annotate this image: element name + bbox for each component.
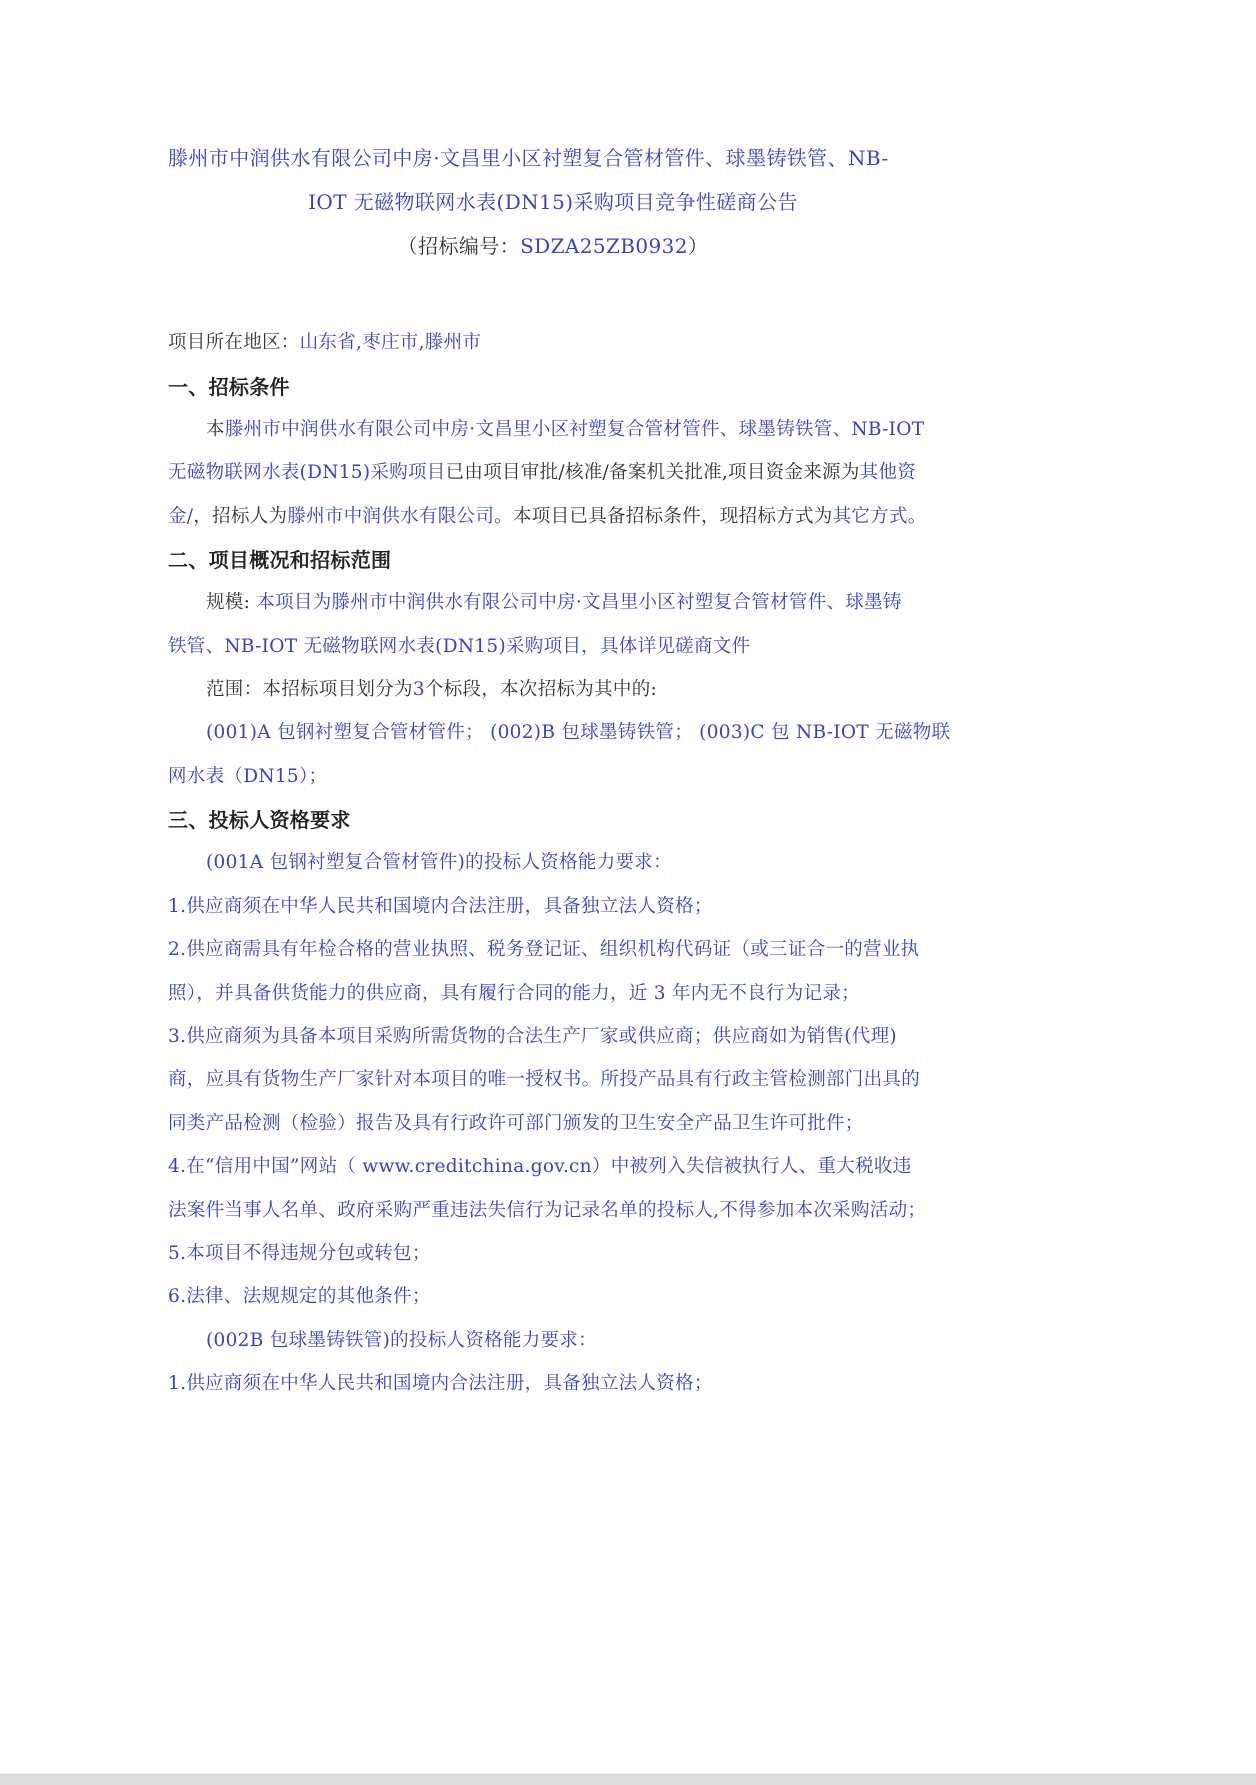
- document-title-line-2: IOT 无磁物联网水表(DN15)采购项目竞争性磋商公告: [308, 190, 798, 214]
- scale-line-1: [206, 588, 986, 618]
- project-location: [168, 328, 948, 358]
- requirement-item: 2.供应商需具有年检合格的营业执照、税务登记证、组织机构代码证（或三证合一的营业执: [168, 939, 920, 960]
- tender-code: [168, 224, 938, 268]
- tenderer-name: 滕州市中润供水有限公司: [287, 506, 495, 527]
- location-value: 山东省,枣庄市,滕州市: [299, 332, 482, 353]
- text-segment: 。本项目已具备招标条件，现招标方式为: [494, 506, 833, 527]
- lots-line-1: (001)A 包钢衬塑复合管材管件； (002)B 包球墨铸铁管； (003)C 包 NB-IOT 无磁物联: [206, 722, 951, 743]
- requirement-item: 5.本项目不得违规分包或转包；: [168, 1243, 431, 1264]
- requirement-item: 1.供应商须在中华人民共和国境内合法注册，具备独立法人资格；: [168, 896, 713, 917]
- section-1-paragraph-line-1: [206, 415, 986, 445]
- location-label: 项目所在地区：: [168, 332, 300, 353]
- text-segment: 。: [907, 506, 927, 527]
- scale-label: 规模:: [206, 592, 251, 613]
- section-1-paragraph-line-3: [168, 502, 948, 532]
- fund-source: 其他资: [859, 462, 917, 483]
- tender-code-suffix: ）: [687, 234, 709, 258]
- scale-text: 本项目为滕州市中润供水有限公司中房·文昌里小区衬塑复合管材管件、球墨铸: [256, 592, 902, 613]
- requirement-item: 1.供应商须在中华人民共和国境内合法注册，具备独立法人资格；: [168, 1373, 713, 1394]
- requirement-item: 3.供应商须为具备本项目采购所需货物的合法生产厂家或供应商；供应商如为销售(代理): [168, 1026, 897, 1047]
- text-segment: ，招标人为: [193, 506, 288, 527]
- section-heading-1: 一、招标条件: [168, 375, 290, 399]
- document-title-line-1: 滕州市中润供水有限公司中房·文昌里小区衬塑复合管材管件、球墨铸铁管、NB-: [168, 146, 889, 170]
- scope-label: 范围：本招标项目划分为: [206, 679, 413, 700]
- text-segment: 本: [206, 419, 225, 440]
- fund-source: 金/: [168, 506, 194, 527]
- tender-method: 其它方式: [832, 506, 908, 527]
- lot-count: 3: [412, 679, 425, 700]
- lot-b-requirements-title: (002B 包球墨铸铁管)的投标人资格能力要求：: [206, 1330, 597, 1351]
- lot-a-requirements-title: (001A 包钢衬塑复合管材管件)的投标人资格能力要求：: [206, 852, 672, 873]
- requirement-item: 商，应具有货物生产厂家针对本项目的唯一授权书。所投产品具有行政主管检测部门出具的: [168, 1069, 921, 1090]
- section-heading-3: 三、投标人资格要求: [168, 808, 351, 832]
- text-segment: 已由项目审批/核准/备案机关批准,项目资金来源为: [445, 462, 860, 483]
- scope-line: [206, 675, 986, 705]
- tender-code-value: SDZA25ZB0932: [520, 234, 688, 258]
- requirement-item: 法案件当事人名单、政府采购严重违法失信行为记录名单的投标人,不得参加本次采购活动；: [168, 1200, 927, 1221]
- requirement-item: 4.在“信用中国”网站（ www.creditchina.gov.cn）中被列入失信被执行人、重大税收违: [168, 1156, 912, 1177]
- tender-code-prefix: （招标编号：: [397, 234, 521, 258]
- lots-line-2: 网水表（DN15）；: [168, 766, 328, 787]
- project-name-link: 滕州市中润供水有限公司中房·文昌里小区衬塑复合管材管件、球墨铸铁管、NB-IOT: [224, 419, 925, 440]
- section-heading-2: 二、项目概况和招标范围: [168, 548, 392, 572]
- requirement-item: 6.法律、法规规定的其他条件；: [168, 1286, 431, 1307]
- project-name-link: 无磁物联网水表(DN15)采购项目: [168, 462, 446, 483]
- page-bottom-divider: [0, 1773, 1256, 1785]
- requirement-item: 照），并具备供货能力的供应商，具有履行合同的能力，近 3 年内无不良行为记录；: [168, 983, 860, 1004]
- scope-label: 个标段，本次招标为其中的:: [424, 679, 658, 700]
- section-1-paragraph-line-2: [168, 458, 948, 488]
- requirement-item: 同类产品检测（检验）报告及具有行政许可部门颁发的卫生安全产品卫生许可批件；: [168, 1113, 864, 1134]
- scale-line-2: 铁管、NB-IOT 无磁物联网水表(DN15)采购项目，具体详见磋商文件: [168, 636, 751, 657]
